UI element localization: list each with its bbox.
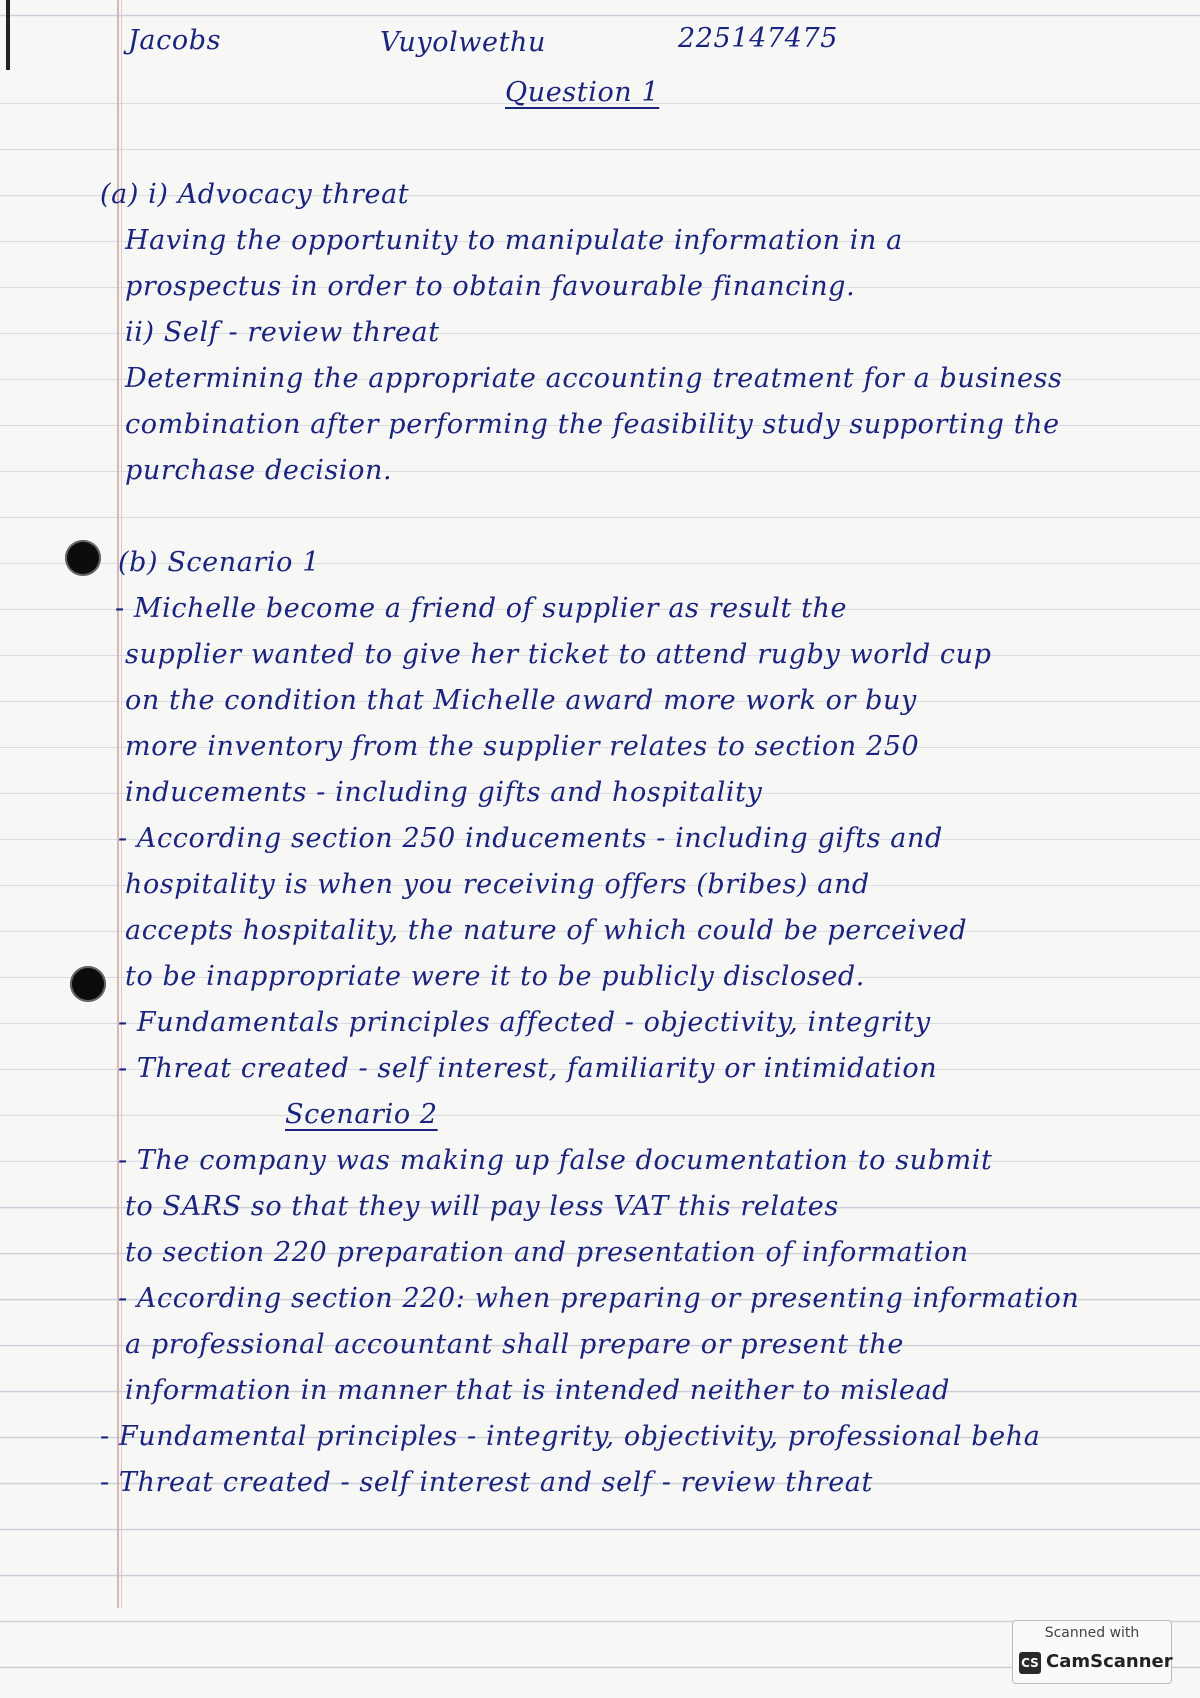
punch-hole-top	[65, 540, 101, 576]
answer-line: accepts hospitality, the nature of which could be perceived	[125, 915, 968, 946]
answer-line: inducements - including gifts and hospitality	[125, 777, 763, 808]
answer-line: - Threat created - self interest and self - review threat	[100, 1467, 873, 1498]
answer-line: (a) i) Advocacy threat	[100, 179, 410, 210]
answer-line: Scenario 2	[285, 1099, 438, 1130]
answer-line: prospectus in order to obtain favourable financing.	[125, 271, 856, 302]
answer-line: purchase decision.	[125, 455, 393, 486]
answer-line: supplier wanted to give her ticket to attend rugby world cup	[125, 639, 992, 670]
camscanner-logo-icon: CS	[1019, 1652, 1041, 1674]
answer-line: to SARS so that they will pay less VAT this relates	[125, 1191, 839, 1222]
answer-line: hospitality is when you receiving offers (bribes) and	[125, 869, 870, 900]
answer-line: - Michelle become a friend of supplier as result the	[115, 593, 848, 624]
answer-line: a professional accountant shall prepare or present the	[125, 1329, 904, 1360]
camscanner-brand: CamScanner	[1046, 1651, 1173, 1672]
student-surname: Jacobs	[128, 25, 222, 56]
margin-line	[117, 0, 119, 1608]
margin-line-secondary	[121, 0, 122, 1608]
answer-line: Determining the appropriate accounting treatment for a business	[125, 363, 1063, 394]
student-first-name: Vuyolwethu	[380, 27, 547, 58]
answer-line: more inventory from the supplier relates to section 250	[125, 731, 920, 762]
question-title: Question 1	[505, 77, 660, 108]
answer-line: (b) Scenario 1	[118, 547, 320, 578]
answer-line: to section 220 preparation and presentation of information	[125, 1237, 969, 1268]
scanned-with-text: Scanned with	[1044, 1625, 1140, 1641]
student-number: 225147475	[678, 23, 839, 54]
camscanner-watermark	[1012, 1620, 1172, 1684]
answer-line: - The company was making up false documentation to submit	[118, 1145, 993, 1176]
answer-line: ii) Self - review threat	[125, 317, 440, 348]
answer-line: - According section 220: when preparing or presenting information	[118, 1283, 1080, 1314]
answer-line: Having the opportunity to manipulate information in a	[125, 225, 903, 256]
answer-line: information in manner that is intended neither to mislead	[125, 1375, 951, 1406]
answer-line: - Fundamentals principles affected - objectivity, integrity	[118, 1007, 931, 1038]
answer-line: to be inappropriate were it to be publicly disclosed.	[125, 961, 865, 992]
answer-line: - Fundamental principles - integrity, objectivity, professional beha	[100, 1421, 1041, 1452]
answer-line: - Threat created - self interest, familiarity or intimidation	[118, 1053, 938, 1084]
page-edge-mark	[6, 0, 10, 70]
answer-line: - According section 250 inducements - including gifts and	[118, 823, 943, 854]
punch-hole-bottom	[70, 966, 106, 1002]
answer-line: on the condition that Michelle award more work or buy	[125, 685, 917, 716]
answer-line: combination after performing the feasibility study supporting the	[125, 409, 1060, 440]
